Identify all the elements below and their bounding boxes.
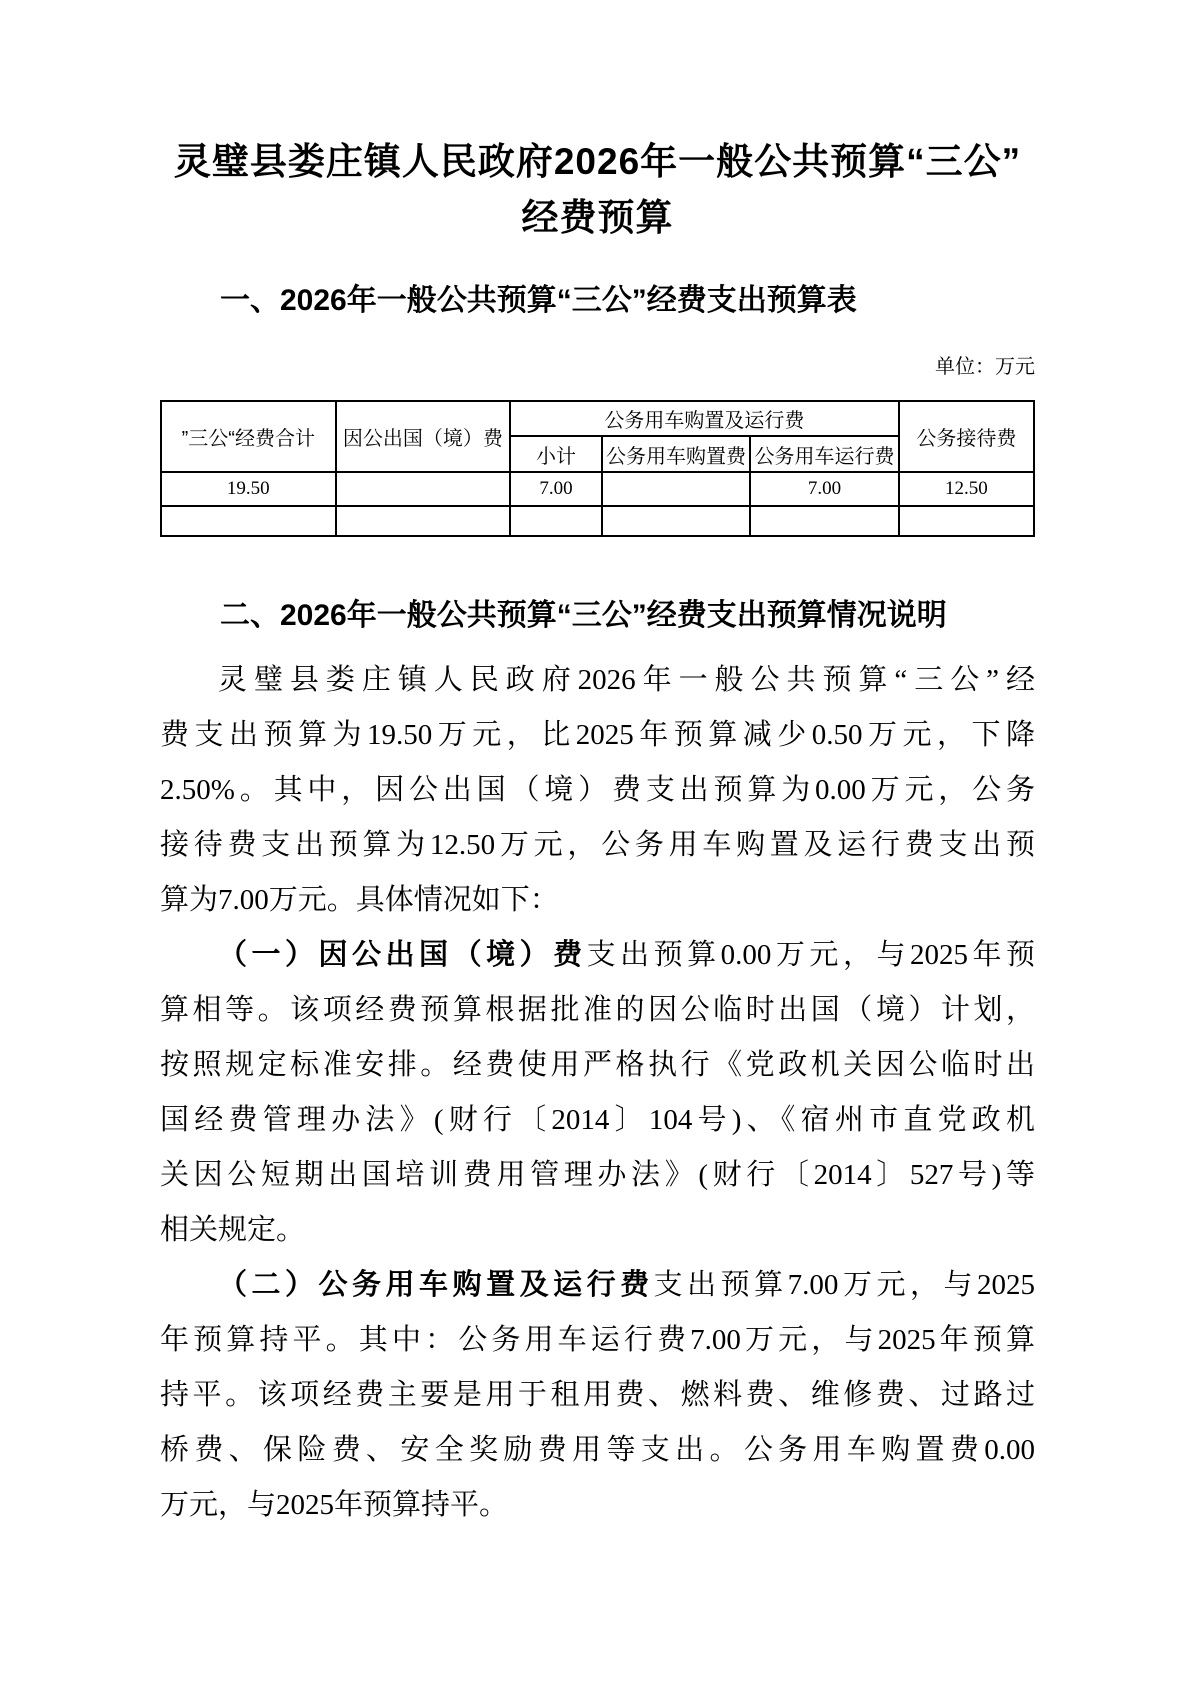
section2-heading: 二、2026年一般公共预算“三公”经费支出预算情况说明 (220, 599, 947, 632)
value-abroad (336, 472, 511, 506)
header-total-cell: ”三公“经费合计 (161, 401, 336, 472)
paragraph-line: 算为7.00万元。具体情况如下： (160, 884, 559, 916)
paragraph-line: 灵璧县娄庄镇人民政府2026年一般公共预算“三公”经 (218, 664, 1035, 696)
paragraph-line: 按照规定标准安排。经费使用严格执行《党政机关因公临时出 (160, 1049, 1035, 1081)
paragraph-line (160, 1258, 1035, 1313)
paragraph-line (160, 928, 1035, 983)
section2-body (160, 653, 1035, 1533)
document-content (160, 134, 1035, 1533)
paragraph-line: 持平。该项经费主要是用于租用费、燃料费、维修费、过路过 (160, 1379, 1035, 1411)
paragraph-line-text: 支出预算7.00万元，与2025 (653, 1269, 1035, 1301)
value-operation: 7.00 (750, 472, 898, 506)
paragraph-line: 万元，与2025年预算持平。 (160, 1489, 509, 1521)
value-total: 19.50 (161, 472, 336, 506)
paragraph-3-bold-lead: （二）公务用车购置及运行费 (218, 1269, 654, 1301)
empty-total (161, 506, 336, 536)
empty-subtotal (510, 506, 602, 536)
document-title (160, 134, 1035, 246)
section1-heading: 一、2026年一般公共预算“三公”经费支出预算表 (220, 284, 857, 317)
paragraph-line: 相关规定。 (160, 1214, 306, 1246)
paragraph-3 (160, 1258, 1035, 1533)
table-unit-label: 单位：万元 (935, 356, 1035, 378)
empty-abroad (336, 506, 511, 536)
value-purchase (602, 472, 750, 506)
empty-operation (750, 506, 898, 536)
header-operation-cell: 公务用车运行费 (750, 436, 898, 472)
paragraph-line: 2.50%。其中，因公出国（境）费支出预算为0.00万元，公务 (160, 774, 1035, 806)
header-abroad-cell: 因公出国（境）费 (336, 401, 511, 472)
paragraph-line: 桥费、保险费、安全奖励费用等支出。公务用车购置费0.00 (160, 1434, 1035, 1466)
paragraph-line: 关因公短期出国培训费用管理办法》(财行〔2014〕527号)等 (160, 1159, 1035, 1191)
empty-purchase (602, 506, 750, 536)
paragraph-line: 算相等。该项经费预算根据批准的因公临时出国（境）计划， (160, 994, 1035, 1026)
paragraph-2 (160, 928, 1035, 1258)
header-reception-cell: 公务接待费 (899, 401, 1034, 472)
paragraph-line: 国经费管理办法》(财行〔2014〕104号)、《宿州市直党政机 (160, 1104, 1035, 1136)
document-title-line2: 经费预算 (521, 197, 674, 238)
table-data-row (161, 472, 1034, 506)
paragraph-line: 年预算持平。其中：公务用车运行费7.00万元，与2025年预算 (160, 1324, 1035, 1356)
paragraph-line: 接待费支出预算为12.50万元，公务用车购置及运行费支出预 (160, 829, 1035, 861)
empty-reception (899, 506, 1034, 536)
paragraph-line: 费支出预算为19.50万元，比2025年预算减少0.50万元，下降 (160, 719, 1035, 751)
header-vehicle-group-cell: 公务用车购置及运行费 (510, 401, 898, 436)
paragraph-line-text: 支出预算0.00万元，与2025年预 (586, 939, 1035, 971)
header-purchase-cell: 公务用车购置费 (602, 436, 750, 472)
value-reception: 12.50 (899, 472, 1034, 506)
value-subtotal: 7.00 (510, 472, 602, 506)
table-empty-row (161, 506, 1034, 536)
header-subtotal-cell: 小计 (510, 436, 602, 472)
paragraph-2-bold-lead: （一）因公出国（境）费 (218, 939, 587, 971)
document-title-line1: 灵璧县娄庄镇人民政府2026年一般公共预算“三公” (173, 141, 1022, 182)
budget-table (160, 400, 1035, 537)
table-header-row-1 (161, 401, 1034, 436)
paragraph-1 (160, 653, 1035, 928)
